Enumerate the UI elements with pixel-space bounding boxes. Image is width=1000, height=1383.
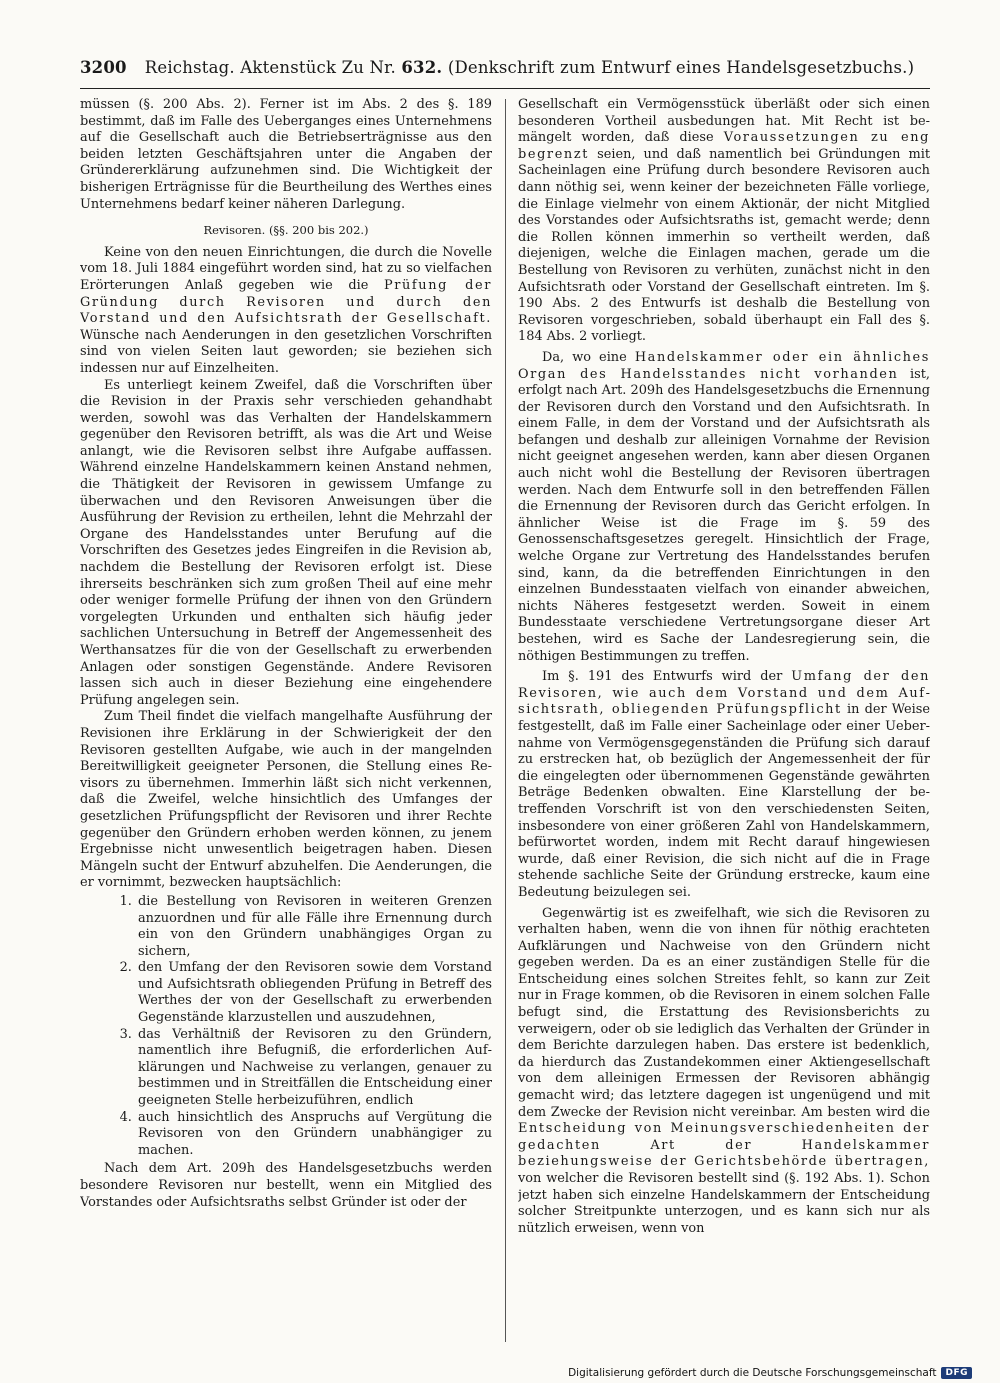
spaced-emphasis: Prüfung der Gründung durch Revisoren und durch den Vorstand und den Aufsichtsrath der Gesellschaft. — [80, 277, 492, 327]
paragraph — [518, 669, 930, 901]
header-document-number: 632. — [401, 58, 443, 77]
page-number: 3200 — [80, 58, 127, 77]
text-run: Da, wo eine — [542, 349, 627, 365]
header-title — [145, 58, 930, 77]
header-title-suffix: (Denkschrift zum Entwurf eines Handelsgesetzbuchs.) — [447, 58, 915, 77]
paragraph — [518, 97, 930, 346]
section-heading: Revisoren. (§§. 200 bis 202.) — [203, 223, 369, 238]
header-title-prefix: Reichstag. Aktenstück Zu Nr. — [144, 58, 396, 77]
paragraph — [518, 906, 930, 1238]
digitization-footer — [568, 1367, 972, 1379]
list-item: 4. auch hinsichtlich des Anspruchs auf Vergütung die Revisoren von den Gründern unabhängiger zu machen. — [136, 1110, 492, 1160]
enumerated-list — [80, 894, 492, 1160]
text-columns — [80, 97, 930, 1342]
left-column — [80, 97, 492, 1342]
spaced-emphasis: Handelskammer oder ein ähnliches Organ des Handelsstandes nicht vorhanden — [518, 349, 930, 382]
list-item: 2. den Umfang der den Revisoren sowie dem Vorstand und Aufsichtsrath obliegenden Prüfung in Betreff des Werthes der von der Gesellschaft zu erwerbenden Gegenstände klarzustellen und auszudehnen, — [136, 960, 492, 1026]
text-run: in der Weise festgestellt, daß im Falle einer Sacheinlage oder einer Uebernahme von Vermögensgegenständen die Prüfung sich darauf zu erstrecken hat, ob bezüglich der Angemessenheit der für die eingelegten oder übernommenen Gegenstände gewährten Beträge Bedenken obwalten. Eine Klarstellung der betreffenden Vorschrift ist von den verschiedensten Seiten, insbesondere von einer größeren Zahl von Handelskammern, befürwortet worden, indem mit Recht darauf hingewiesen wurde, daß einer Revision, die sich nicht auf die in Frage stehende sachliche Seite der Gründung erstrecke, kaum eine Bedeutung beizulegen sei. — [518, 702, 930, 900]
paragraph: Zum Theil findet die vielfach mangelhafte Ausführung der Revisionen ihre Erklärung in der Schwierigkeit der den Revisoren gestellten Aufgabe, wie auch in der mangelnden Bereitwilligkeit geeigneter Personen, die Stellung eines Revisors zu übernehmen. Immerhin läßt sich nicht verkennen, daß die Zweifel, welche hinsichtlich des Umfanges der gesetzlichen Prüfungspflicht der Revisoren und ihrer Rechte gegenüber den Gründern erhoben werden können, zu jenem Ergebnisse nicht unwesentlich beigetragen haben. Diesen Mängeln sucht der Entwurf abzuhelfen. Die Aenderungen, die er vornimmt, bezwecken hauptsächlich: — [80, 709, 492, 891]
paragraph: Es unterliegt keinem Zweifel, daß die Vorschriften über die Revision in der Praxis sehr verschieden gehandhabt werden, sowohl was das Verhalten der Handelskammern gegenüber den Revisoren betrifft, als was die Art und Weise anlangt, wie die Revisoren selbst ihre Aufgabe auffassen. Während einzelne Handelskammern keinen Anstand nehmen, die Thätigkeit der Revisoren in gewissem Umfange zu überwachen und den Revisoren Anweisungen über die Ausführung der Revision zu ertheilen, lehnt die Mehrzahl der Organe des Handelsstandes unter Berufung auf die Vorschriften des Gesetzes jedes Eingreifen in die Revision ab, nachdem die Bestellung der Revisoren erfolgt ist. Diese ihrerseits beschränken sich zum großen Theil auf eine mehr oder weniger formelle Prüfung der ihnen von den Gründern vorgelegten Urkunden und enthalten sich häufig jeder sachlichen Untersuchung in Betreff der Angemessenheit des Werthansatzes für die von der Gesellschaft zu erwerbenden Anlagen oder sonstigen Gegenstände. Andere Revisoren lassen sich auch in dieser Beziehung eine eingehendere Prüfung angelegen sein. — [80, 377, 492, 708]
paragraph — [80, 245, 492, 378]
paragraph — [518, 350, 930, 665]
text-run: Gesellschaft ein Vermögensstück überläßt oder sich einen besonderen Vortheil ausbedungen hat. Mit Recht ist bemängelt worden, daß diese — [518, 97, 930, 146]
text-run: Im §. 191 des Entwurfs wird der — [542, 669, 783, 685]
text-run: ist, erfolgt nach Art. 209h des Handelsgesetzbuchs die Ernennung der Revisoren durch den Vorstand und den Aufsichtsrath. In einem Falle, in dem der Vorstand und der Aufsichtsrath als befangen und deshalb zur alleinigen Vornahme der Revision nicht geeignet angesehen werden, kann aber diesen Organen auch nicht wohl die Bestellung der Revisoren übertragen werden. Nach dem Entwurfe soll in den betreffenden Fällen die Ernennung der Revisoren durch das Gericht erfolgen. In ähnlicher Weise ist die Frage im §. 59 des Genossenschaftsgesetzes geregelt. Hinsichtlich der Frage, welche Organe zur Vertretung des Handelsstandes berufen sind, kann, da die betreffenden Einrichtungen in den einzelnen Bundesstaaten vielfach von einander abweichen, nichts Näheres festgesetzt werden. Soweit in einem Bundesstaate verschiedene Vertretungsorgane dieser Art bestehen, wird es Sache der Landesregierung sein, die nöthigen Bestimmungen zu treffen. — [518, 366, 930, 664]
spaced-emphasis: Entscheidung von Meinungsverschiedenheiten der gedachten Art der Handelskammer beziehungsweise der Gerichtsbehörde übertragen, — [518, 1121, 930, 1170]
spaced-emphasis: Umfang der den Revisoren, wie auch dem Vorstand und dem Aufsichtsrath, obliegenden Prüfungspflicht — [518, 669, 930, 718]
list-item: 3. das Verhältniß der Revisoren zu den Gründern, namentlich ihre Befugniß, die erforderlichen Aufklärungen und Nachweise zu verlangen, genauer zu bestimmen und in Streitfällen die Entscheidung einer geeigneten Stelle herbeizuführen, endlich — [136, 1027, 492, 1110]
dfg-logo-icon: DFG — [941, 1367, 972, 1379]
spaced-emphasis: Voraussetzungen zu eng begrenzt — [518, 130, 930, 162]
paragraph: Nach dem Art. 209h des Handelsgesetzbuchs werden besondere Revisoren nur bestellt, wenn ein Mitglied des Vorstandes oder Aufsichtsraths selbst Gründer ist oder der — [80, 1161, 492, 1210]
text-run: seien, und daß namentlich bei Gründungen mit Sacheinlagen eine Prüfung durch besondere Revisoren auch dann nöthig sei, wenn keiner der bezeichneten Fälle vorliege, die Einlage vielmehr von einem Aktionär, der nicht Mitglied des Vorstandes oder Aufsichtsraths ist, gemacht werde; denn die Rollen können immerhin so vertheilt werden, daß diejenigen, welche die Einlagen machen, gerade um die Bestellung von Revisoren zu verhüten, zunächst nicht in den Aufsichtsrath oder Vorstand der Gesellschaft eintreten. Im §. 190 Abs. 2 des Entwurfs ist deshalb die Bestellung von Revisoren vorgeschrieben, sobald überhaupt ein Fall des §. 184 Abs. 2 vorliegt. — [518, 146, 930, 345]
text-run: Gegenwärtig ist es zweifelhaft, wie sich die Revisoren zu verhalten haben, wenn die von ihnen für nöthig erachteten Aufklärungen und Nachweise von den Gründern nicht gegeben werden. Da es an einer zuständigen Stelle für die Entscheidung eines solchen Streites fehlt, so kann zur Zeit nur in Frage kommen, ob die Revisoren in einem solchen Falle befugt sind, die Erstattung des Revisionsberichts zu verweigern, oder ob sie lediglich das Verhalten der Gründer in dem Berichte darzulegen haben. Das erstere ist bedenklich, da hierdurch das Zustandekommen einer Aktiengesellschaft von dem alleinigen Ermessen der Revisoren abhängig gemacht wird; das letztere dagegen ist ungenügend und mit dem Zwecke der Revision nicht vereinbar. Am besten wird die — [518, 905, 930, 1120]
text-run: von welcher die Revisoren bestellt sind (§. 192 Abs. 1). Schon jetzt haben sich einzelne Handelskammern der Entscheidung solcher Streitpunkte unterzogen, und es kann sich nur als nützlich erweisen, wenn von — [518, 1171, 930, 1236]
column-divider — [505, 99, 506, 1342]
text-run: Wünsche nach Aenderungen in den gesetzlichen Vorschriften sind von vielen Seiten laut geworden; sie beziehen sich indessen nur auf Einzelheiten. — [80, 327, 492, 376]
text-run: Keine von den neuen Einrichtungen, die durch die Novelle vom 18. Juli 1884 eingeführt worden sind, hat zu so vielfachen Erörterungen Anlaß gegeben wie die — [80, 244, 492, 293]
paragraph: müssen (§. 200 Abs. 2). Ferner ist im Abs. 2 des §. 189 bestimmt, daß im Falle des Ueberganges eines Unternehmens auf die Gesellschaft auch die Betriebserträgnisse aus den beiden letzten Geschäftsjahren unter die Angaben der Gründererklärung aufzunehmen sind. Die Wichtigkeit der bisherigen Erträgnisse für die Beurtheilung des Werthes eines Unternehmens bedarf keiner näheren Darlegung. — [80, 97, 492, 212]
footer-text: Digitalisierung gefördert durch die Deutsche Forschungsgemeinschaft — [568, 1367, 937, 1379]
document-page — [80, 58, 930, 1348]
right-column — [518, 97, 930, 1342]
running-header — [80, 58, 930, 89]
list-item: 1. die Bestellung von Revisoren in weiteren Grenzen anzuordnen und für alle Fälle ihre Ernennung durch ein von den Gründern unabhängiges Organ zu sichern, — [136, 894, 492, 960]
